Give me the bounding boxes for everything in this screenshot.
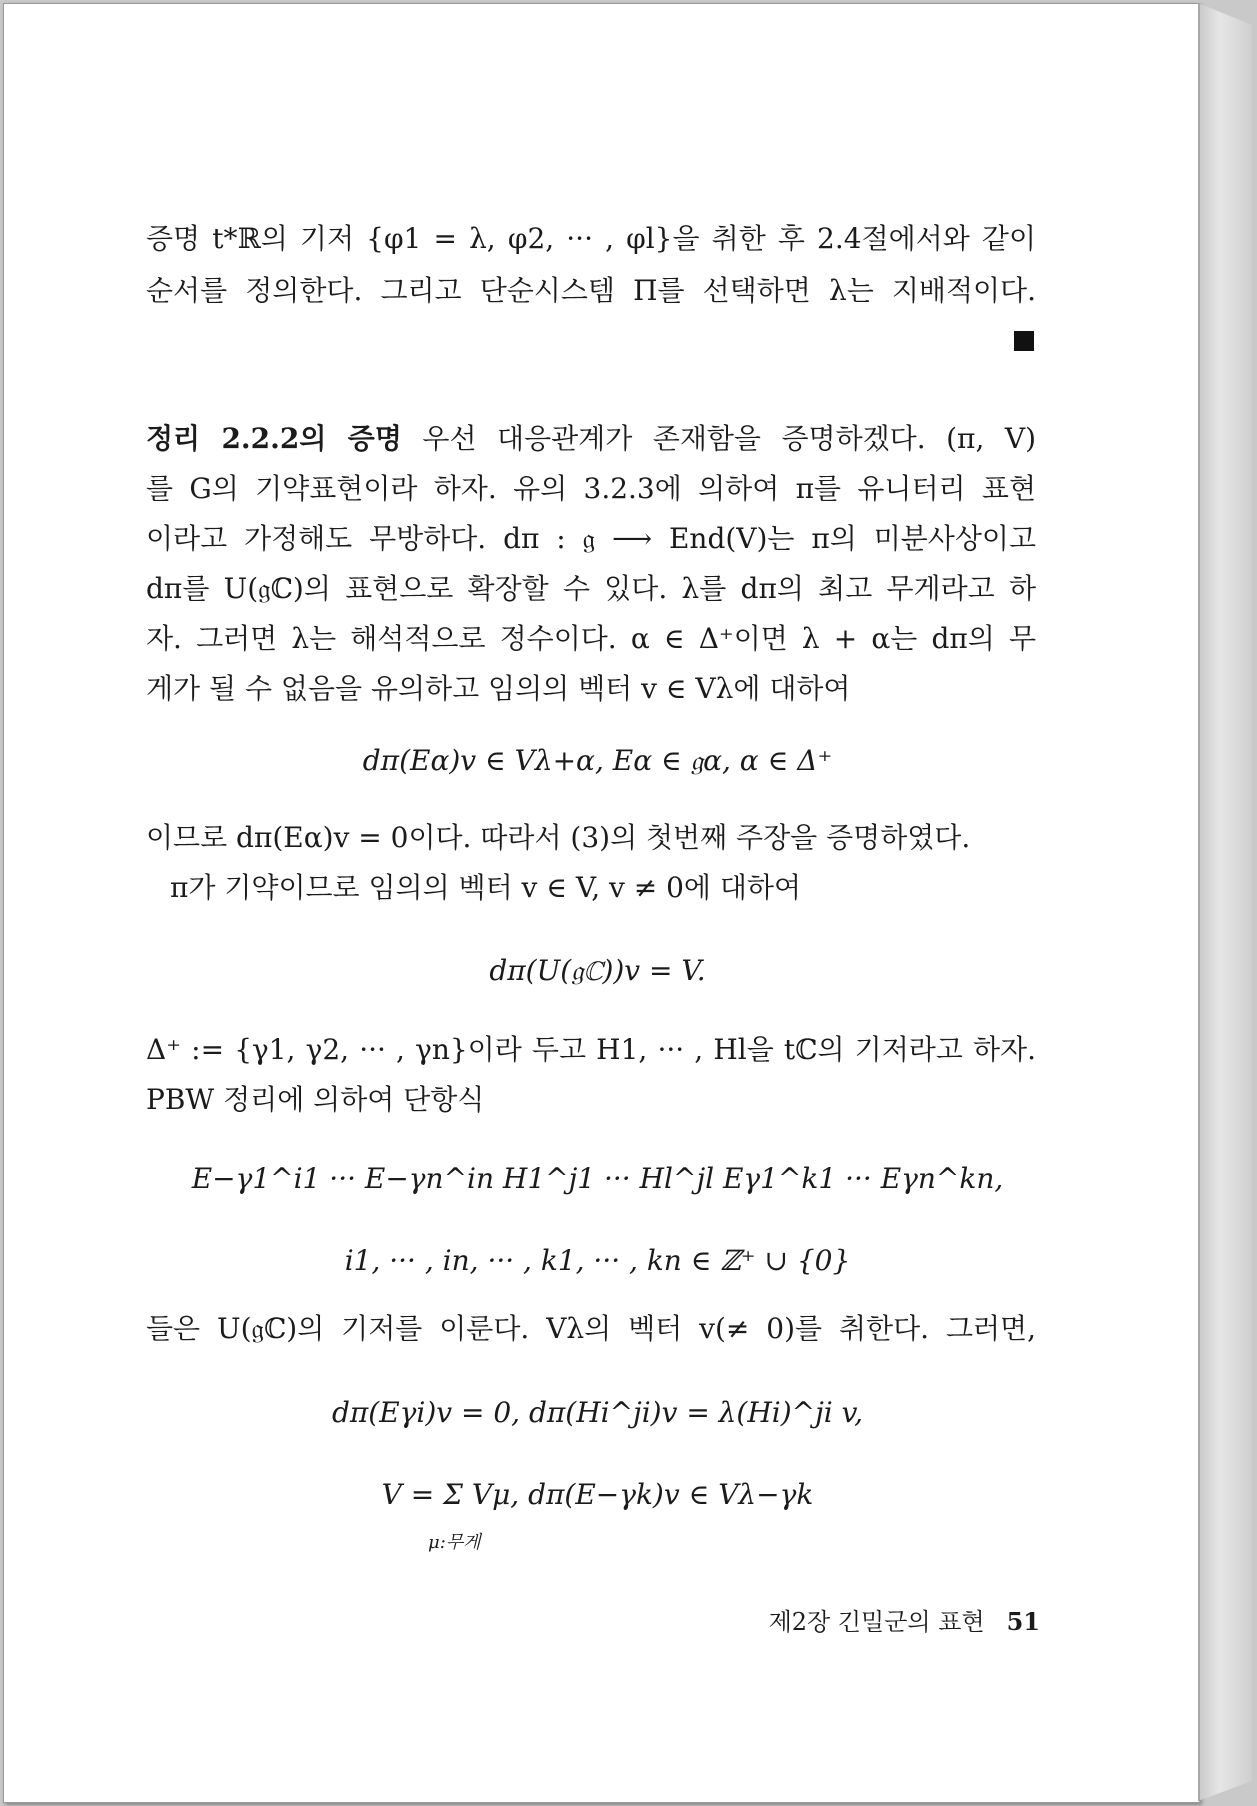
theorem-proof-heading: 정리 2.2.2의 증명 [146, 422, 402, 455]
equation-6: V = Σ Vμ, dπ(E−γk)v ∈ Vλ−γk [381, 1478, 814, 1511]
proof2-line-4: dπ를 U(𝔤ℂ)의 표현으로 확장할 수 있다. λ를 dπ의 최고 무게라고 하 [146, 572, 1036, 605]
proof2-line-11: 들은 U(𝔤ℂ)의 기저를 이룬다. Vλ의 벡터 v(≠ 0)를 취한다. 그러면, [146, 1312, 1036, 1345]
proof2-line-8: π가 기약이므로 임의의 벡터 v ∈ V, v ≠ 0에 대하여 [170, 871, 801, 904]
page-edge [1198, 3, 1252, 1801]
equation-6-sum-index: μ:무게 [428, 1532, 481, 1553]
proof1-line-1: 증명 t*ℝ의 기저 {φ1 = λ, φ2, ··· , φl}을 취한 후 2.4절에서와 같이 [146, 222, 1036, 255]
equation-3: E−γ1^i1 ··· E−γn^in H1^j1 ··· Hl^jl Eγ1^k1 ··· Eγn^kn, [191, 1162, 1004, 1195]
proof2-line-10: PBW 정리에 의하여 단항식 [146, 1083, 485, 1116]
proof2-line-5: 자. 그러면 λ는 해석적으로 정수이다. α ∈ Δ⁺이면 λ + α는 dπ의 무 [146, 622, 1036, 655]
equation-1: dπ(Eα)v ∈ Vλ+α, Eα ∈ 𝔤α, α ∈ Δ⁺ [362, 744, 833, 777]
proof2-line-1-text: 우선 대응관계가 존재함을 증명하겠다. (π, V) [422, 422, 1037, 455]
proof2-line-6: 게가 될 수 없음을 유의하고 임의의 벡터 v ∈ Vλ에 대하여 [146, 672, 851, 705]
page-footer [710, 1602, 1040, 1637]
chapter-title: 제2장 긴밀군의 표현 [768, 1608, 985, 1636]
proof2-line-7: 이므로 dπ(Eα)v = 0이다. 따라서 (3)의 첫번째 주장을 증명하였다. [146, 821, 971, 854]
equation-2: dπ(U(𝔤ℂ))v = V. [489, 954, 706, 987]
page-number: 51 [1006, 1607, 1040, 1636]
equation-5: dπ(Eγi)v = 0, dπ(Hi^ji)v = λ(Hi)^ji v, [331, 1396, 864, 1429]
equation-4: i1, ··· , in, ··· , k1, ··· , kn ∈ ℤ⁺ ∪ {0} [344, 1244, 851, 1277]
page-edge-line [1198, 3, 1200, 1801]
qed-mark [1014, 331, 1034, 351]
proof2-line-2: 를 G의 기약표현이라 하자. 유의 3.2.3에 의하여 π를 유니터리 표현 [146, 472, 1036, 505]
proof2-line-9: Δ⁺ := {γ1, γ2, ··· , γn}이라 두고 H1, ··· , Hl을 tℂ의 기저라고 하자. [146, 1033, 1036, 1066]
proof1-line-2: 순서를 정의한다. 그리고 단순시스템 Π를 선택하면 λ는 지배적이다. [146, 274, 1036, 307]
proof2-line-3: 이라고 가정해도 무방하다. dπ : 𝔤 ⟶ End(V)는 π의 미분사상이고 [146, 522, 1036, 555]
proof2-line-1 [146, 416, 1036, 462]
